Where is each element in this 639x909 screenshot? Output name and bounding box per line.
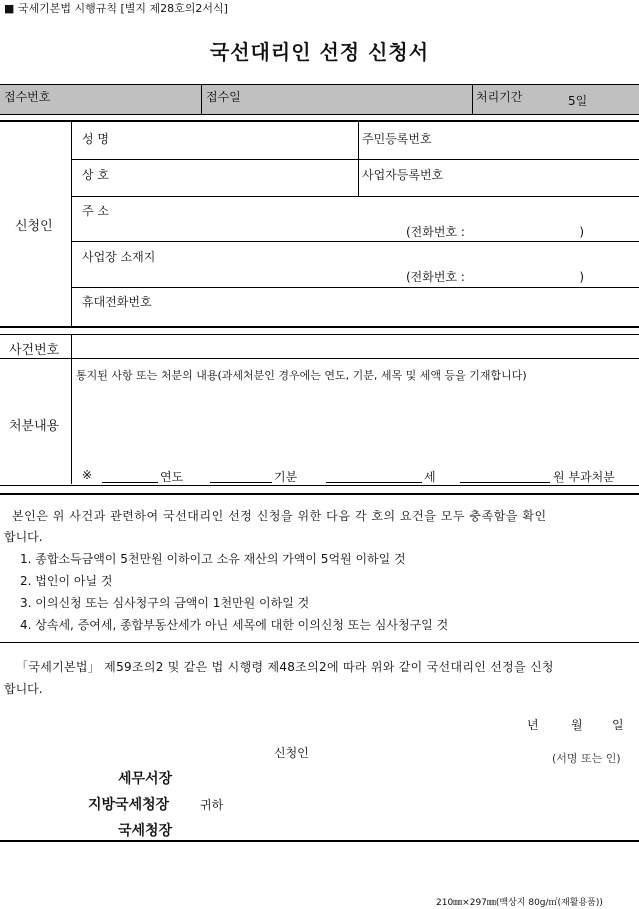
addressee-tax-office: 세무서장 [118,771,173,787]
honorific: 귀하 [200,798,224,812]
amount-blank[interactable] [460,482,550,483]
receipt-number-label: 접수번호 [4,90,51,104]
declaration-text: 「국세기본법」 제59조의2 및 같은 법 시행령 제48조의2에 따라 위와 같이 국선대리인 선정을 신청 [16,660,554,674]
disposition-instruction: 통지된 사항 또는 처분의 내용(과세처분인 경우에는 연도, 기분, 세목 및 세액 등을 기재합니다) [76,369,527,382]
note-mark: ※ [82,468,93,482]
date-day: 일 [612,718,624,732]
period-blank[interactable] [210,482,272,483]
paper-spec: 210㎜×297㎜(백상지 80g/㎡(재활용품)) [436,898,603,908]
addressee-regional-office: 지방국세청장 [88,797,170,813]
date-year: 년 [527,718,539,732]
requirement-item-4: 4. 상속세, 증여세, 종합부동산세가 아닌 세목에 대한 이의신청 또는 심사청구일 것 [20,618,449,632]
tax-suffix: 세 [424,470,436,484]
form-title: 국선대리인 선정 신청서 [209,40,430,64]
trade-name-label: 상 호 [82,168,109,182]
resident-number-label: 주민등록번호 [362,132,432,146]
requirement-item-1: 1. 종합소득금액이 5천만원 이하이고 소유 재산의 가액이 5억원 이하일 것 [20,552,406,566]
year-blank[interactable] [102,482,158,483]
legal-reference: ■ 국세기본법 시행규칙 [별지 제28호의2서식] [4,2,228,15]
addressee-national-office: 국세청장 [118,823,173,839]
address-phone: (전화번호 : ) [406,225,585,239]
date-month: 월 [571,718,583,732]
confirmation-intro: 본인은 위 사건과 관련하여 국선대리인 선정 신청을 위한 다음 각 호의 요건을 모두 충족함을 확인 [12,509,547,523]
name-label: 성 명 [82,132,109,146]
tax-item-blank[interactable] [326,482,422,483]
processing-period-value: 5일 [568,94,588,108]
receipt-row [0,84,639,114]
disposition-label: 처분내용 [9,419,60,434]
period-suffix: 기분 [274,470,298,484]
signer-label: 신청인 [274,746,309,760]
business-phone: (전화번호 : ) [406,270,585,284]
business-registration-label: 사업자등록번호 [362,168,444,182]
applicant-section-label: 신청인 [15,219,53,234]
requirement-item-2: 2. 법인이 아닐 것 [20,574,113,588]
address-label: 주 소 [82,204,109,218]
year-suffix: 연도 [160,470,184,484]
receipt-date-label: 접수일 [206,90,241,104]
business-location-label: 사업장 소재지 [82,250,156,264]
requirement-item-3: 3. 이의신청 또는 심사청구의 금액이 1천만원 이하일 것 [20,596,310,610]
mobile-label: 휴대전화번호 [82,295,152,309]
won-suffix: 원 부과처분 [553,470,615,484]
case-number-label: 사건번호 [9,343,60,358]
confirmation-intro-cont: 합니다. [4,530,43,544]
processing-period-label: 처리기간 [476,90,523,104]
signature-label: (서명 또는 인) [552,752,621,765]
declaration-text-cont: 합니다. [4,682,43,696]
